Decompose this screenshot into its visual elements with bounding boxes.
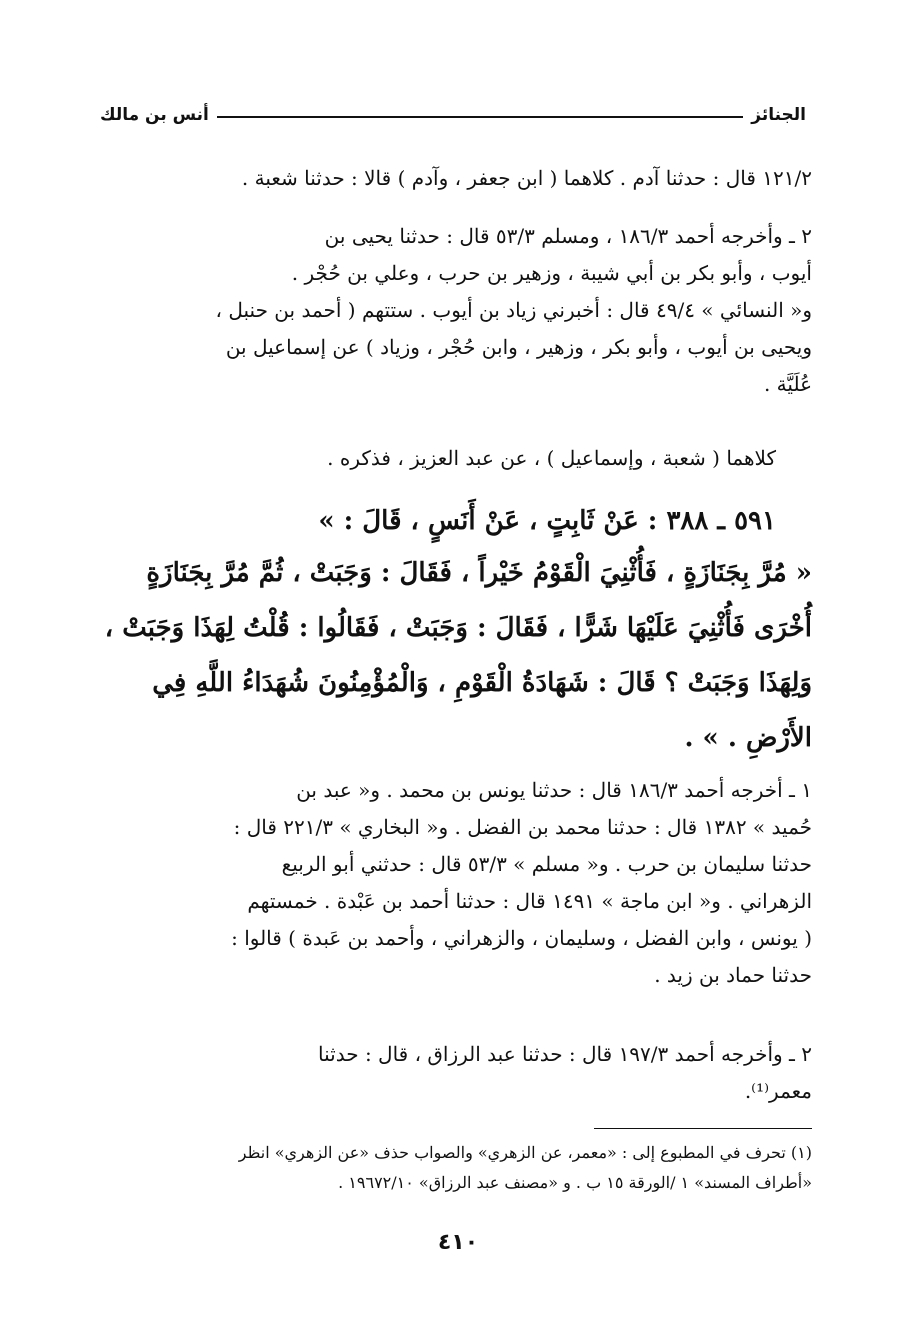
chapter-title: الجنائز bbox=[751, 105, 806, 125]
book-title: أنس بن مالك bbox=[100, 105, 209, 125]
text-line: معمر⁽¹⁾. bbox=[744, 1079, 812, 1103]
hadith-text bbox=[104, 546, 812, 766]
running-header bbox=[100, 100, 806, 130]
page-number: ٤١٠ bbox=[437, 1230, 479, 1255]
hadith-line: « مُرَّ بِجَنَازَةٍ ، فَأُثْنِيَ الْقَوْمُ خَيْراً ، فَقَالَ : وَجَبَتْ ، ثُمَّ مُرَّ بِجَنَازَةٍ bbox=[146, 558, 812, 588]
header-rule bbox=[217, 116, 743, 118]
text-line: ٢ ـ وأخرجه أحمد ١٨٦/٣ ، ومسلم ٥٣/٣ قال : حدثنا يحيى بن bbox=[324, 224, 812, 248]
text-line: حدثنا سليمان بن حرب . و« مسلم » ٥٣/٣ قال : حدثني أبو الربيع bbox=[281, 852, 812, 876]
paragraph-summary bbox=[104, 440, 776, 477]
text-line: و« النسائي » ٤٩/٤ قال : أخبرني زياد بن أيوب . ستتهم ( أحمد بن حنبل ، bbox=[215, 298, 812, 322]
text-line: كلاهما ( شعبة ، وإسماعيل ) ، عن عبد العزيز ، فذكره . bbox=[327, 446, 776, 470]
takhrij-1 bbox=[104, 772, 812, 994]
hadith-line: أُخْرَى فَأُثْنِيَ عَلَيْهَا شَرًّا ، فَقَالَ : وَجَبَتْ ، فَقَالُوا : قُلْتُ لِهَذَا وَجَبَتْ ، bbox=[104, 613, 812, 643]
text-line: أيوب ، وأبو بكر بن أبي شيبة ، وزهير بن حرب ، وعلي بن حُجْر . bbox=[291, 261, 812, 285]
text-line: حُميد » ١٣٨٢ قال : حدثنا محمد بن الفضل . و« البخاري » ٢٢١/٣ قال : bbox=[233, 815, 812, 839]
footnote-rule bbox=[594, 1128, 812, 1129]
footnote bbox=[104, 1138, 812, 1198]
paragraph-takhrij-2 bbox=[104, 218, 812, 403]
footnote-line: (١) تحرف في المطبوع إلى : «معمر، عن الزهري» والصواب حذف «عن الزهري» انظر bbox=[238, 1143, 812, 1162]
paragraph-continuation bbox=[104, 160, 812, 197]
takhrij-2 bbox=[104, 1036, 812, 1110]
text-line: حدثنا حماد بن زيد . bbox=[654, 963, 812, 987]
hadith-line: وَلِهَذَا وَجَبَتْ ؟ قَالَ : شَهَادَةُ الْقَوْمِ ، وَالْمُؤْمِنُونَ شُهَدَاءُ اللَّهِ فِي bbox=[152, 668, 812, 698]
text-line: ١٢١/٢ قال : حدثنا آدم . كلاهما ( ابن جعفر ، وآدم ) قالا : حدثنا شعبة . bbox=[241, 166, 812, 190]
hadith-line: الأَرْضِ . » . bbox=[684, 723, 812, 753]
footnote-line: «أطراف المسند» ١ /الورقة ١٥ ب . و «مصنف عبد الرزاق» ١٩٦٧٢/١٠ . bbox=[338, 1173, 812, 1192]
text-line: ١ ـ أخرجه أحمد ١٨٦/٣ قال : حدثنا يونس بن محمد . و« عبد بن bbox=[296, 778, 812, 802]
text-line: الزهراني . و« ابن ماجة » ١٤٩١ قال : حدثنا أحمد بن عَبْدة . خمستهم bbox=[247, 889, 812, 913]
hadith-number-line bbox=[104, 494, 776, 549]
text-line: ٢ ـ وأخرجه أحمد ١٩٧/٣ قال : حدثنا عبد الرزاق ، قال : حدثنا bbox=[318, 1042, 812, 1066]
hadith-heading: ٥٩١ ـ ٣٨٨ : عَنْ ثَابِتٍ ، عَنْ أَنَسٍ ، قَالَ : » bbox=[318, 506, 776, 536]
text-line: ( يونس ، وابن الفضل ، وسليمان ، والزهراني ، وأحمد بن عَبدة ) قالوا : bbox=[231, 926, 812, 950]
text-line: ويحيى بن أيوب ، وأبو بكر ، وزهير ، وابن حُجْر ، وزياد ) عن إسماعيل بن bbox=[225, 335, 812, 359]
text-line: عُلَيَّة . bbox=[763, 372, 812, 396]
